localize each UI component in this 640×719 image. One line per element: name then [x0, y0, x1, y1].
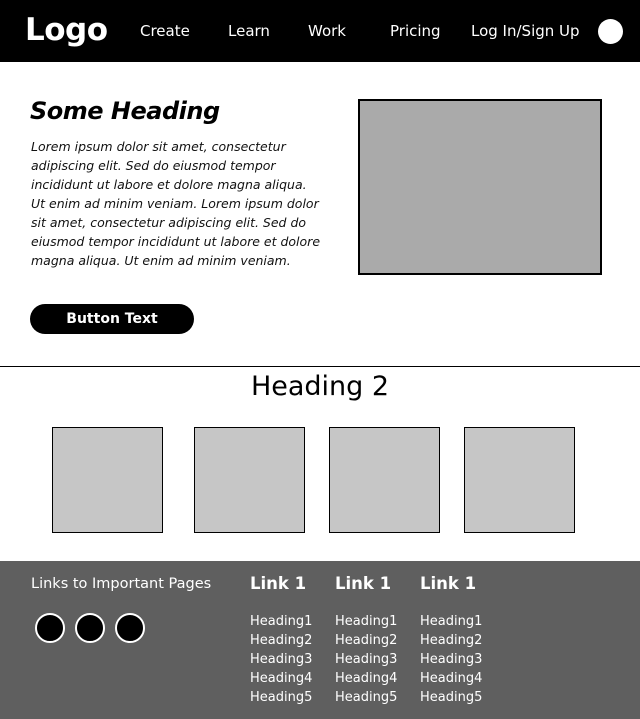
footer-link[interactable]: Heading2 [335, 633, 398, 648]
footer-column-title[interactable]: Link 1 [420, 574, 477, 593]
hero-cta-button[interactable]: Button Text [30, 304, 194, 334]
card-image-placeholder-1 [52, 427, 163, 533]
logo[interactable]: Logo [25, 12, 108, 48]
section-heading: Heading 2 [250, 371, 390, 402]
footer-link[interactable]: Heading1 [335, 614, 398, 629]
hero-image-placeholder [358, 99, 602, 275]
social-icon-3[interactable] [115, 613, 145, 643]
avatar[interactable] [598, 19, 623, 44]
footer-link[interactable]: Heading1 [420, 614, 483, 629]
nav-item-login-signup[interactable]: Log In/Sign Up [471, 22, 580, 40]
footer [0, 561, 640, 719]
social-icon-2[interactable] [75, 613, 105, 643]
footer-link[interactable]: Heading1 [250, 614, 313, 629]
footer-link[interactable]: Heading4 [420, 671, 483, 686]
nav-item-work[interactable]: Work [308, 22, 346, 40]
footer-link[interactable]: Heading4 [335, 671, 398, 686]
section-divider [0, 366, 640, 367]
social-icon-1[interactable] [35, 613, 65, 643]
footer-link-column-1 [250, 574, 312, 707]
footer-link[interactable]: Heading5 [420, 690, 483, 705]
footer-link[interactable]: Heading5 [335, 690, 398, 705]
footer-link[interactable]: Heading5 [250, 690, 313, 705]
footer-column-title[interactable]: Link 1 [335, 574, 392, 593]
card-image-placeholder-3 [329, 427, 440, 533]
footer-link[interactable]: Heading3 [420, 652, 483, 667]
footer-link-column-3 [420, 574, 482, 707]
top-navbar [0, 0, 640, 62]
footer-link-column-2 [335, 574, 397, 707]
nav-item-learn[interactable]: Learn [228, 22, 270, 40]
hero-heading: Some Heading [30, 97, 220, 125]
card-image-placeholder-4 [464, 427, 575, 533]
footer-tagline: Links to Important Pages [31, 576, 212, 592]
footer-column-title[interactable]: Link 1 [250, 574, 307, 593]
card-image-placeholder-2 [194, 427, 305, 533]
nav-item-pricing[interactable]: Pricing [390, 22, 441, 40]
footer-link[interactable]: Heading2 [420, 633, 483, 648]
footer-link[interactable]: Heading2 [250, 633, 313, 648]
footer-link[interactable]: Heading3 [250, 652, 313, 667]
hero-body-text: Lorem ipsum dolor sit amet, consectetur adipiscing elit. Sed do eiusmod tempor incididunt ut labore et dolore magna aliqua. Ut enim ad minim veniam. Lorem ipsum dolor sit amet, consectetur adipiscing elit. Sed do eiusmod tempor incididunt ut labore et dolore magna aliqua. Ut enim ad minim veniam. [31, 139, 321, 268]
footer-link[interactable]: Heading4 [250, 671, 313, 686]
footer-link[interactable]: Heading3 [335, 652, 398, 667]
nav-item-create[interactable]: Create [140, 22, 190, 40]
